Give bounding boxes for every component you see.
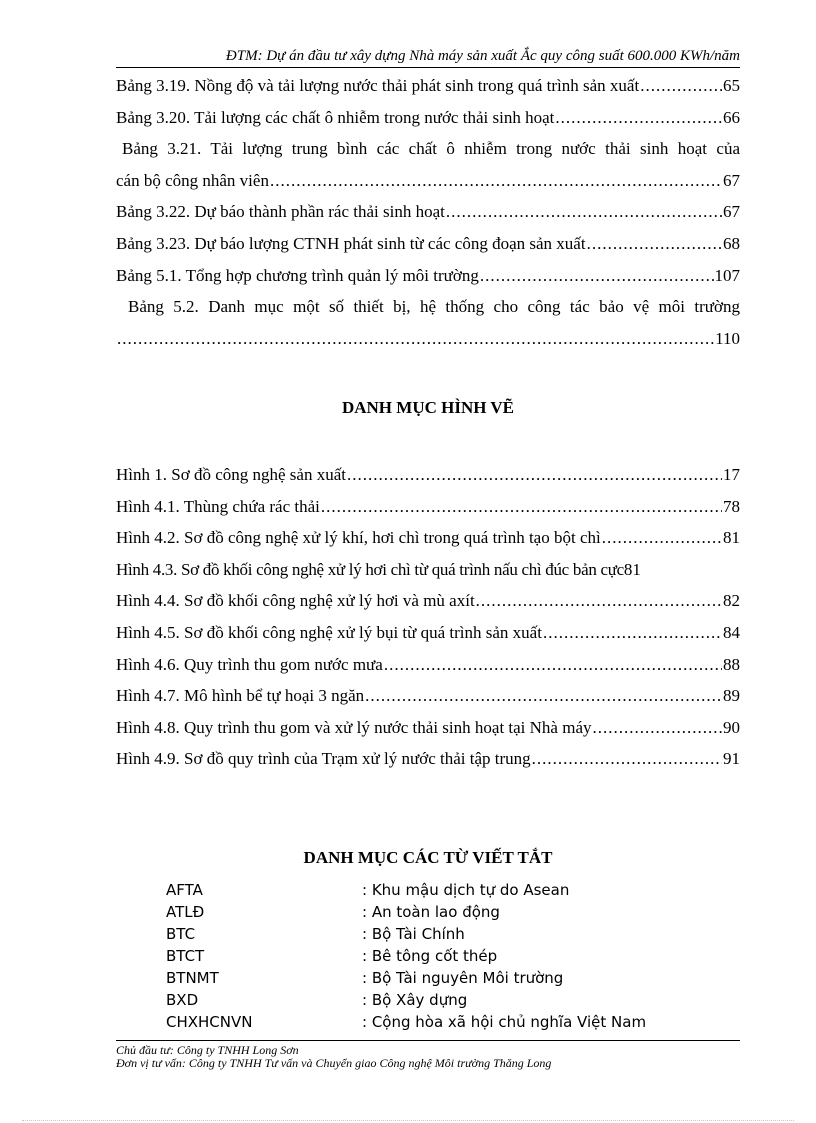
dot-leader bbox=[365, 680, 722, 712]
dot-leader bbox=[270, 165, 722, 197]
dot-leader bbox=[321, 491, 722, 523]
entry-title: Hình 4.6. Quy trình thu gom nước mưa bbox=[116, 654, 383, 674]
tables-list bbox=[116, 70, 740, 354]
abbreviation: ATLĐ bbox=[166, 903, 205, 921]
abbreviation-meaning: : Bộ Tài nguyên Môi trường bbox=[362, 969, 564, 987]
entry-title: Bảng 5.1. Tổng hợp chương trình quản lý môi trường bbox=[116, 265, 479, 285]
entry-title: Bảng 3.20. Tải lượng các chất ô nhiễm trong nước thải sinh hoạt bbox=[116, 107, 555, 127]
toc-entry[interactable] bbox=[116, 165, 740, 197]
entry-page: 78 bbox=[723, 496, 740, 516]
figures-list bbox=[116, 459, 740, 775]
dot-leader bbox=[476, 585, 722, 617]
abbreviation-row bbox=[166, 923, 646, 945]
toc-entry[interactable] bbox=[116, 491, 740, 523]
dot-leader bbox=[384, 649, 722, 681]
page-header: ĐTM: Dự án đầu tư xây dựng Nhà máy sản xuất Ắc quy công suất 600.000 KWh/năm bbox=[116, 48, 740, 68]
abbreviations-list bbox=[166, 879, 646, 1033]
entry-page: 67 bbox=[723, 202, 740, 222]
toc-entry[interactable] bbox=[116, 70, 740, 102]
toc-entry-first-line[interactable]: Bảng 5.2. Danh mục một số thiết bị, hệ thống cho công tác bảo vệ môi trường bbox=[128, 297, 740, 317]
abbreviation-row bbox=[166, 879, 646, 901]
entry-title-cont: cán bộ công nhân viên bbox=[116, 170, 269, 190]
abbreviation: AFTA bbox=[166, 881, 203, 899]
abbreviation-meaning: : Bê tông cốt thép bbox=[362, 947, 498, 965]
abbreviation-meaning: : Bộ Xây dựng bbox=[362, 991, 468, 1009]
abbreviation: BTNMT bbox=[166, 969, 219, 987]
entry-page: 84 bbox=[723, 622, 740, 642]
entry-title: Hình 4.9. Sơ đồ quy trình của Trạm xử lý nước thải tập trung bbox=[116, 749, 531, 769]
abbreviation-row bbox=[166, 945, 646, 967]
abbreviation: BXD bbox=[166, 991, 199, 1009]
entry-title: Hình 4.1. Thùng chứa rác thải bbox=[116, 496, 320, 516]
toc-entry[interactable] bbox=[116, 260, 740, 292]
toc-entry[interactable] bbox=[116, 196, 740, 228]
dot-leader bbox=[640, 70, 722, 102]
dot-leader bbox=[555, 102, 722, 134]
entry-page: 68 bbox=[723, 233, 740, 253]
abbreviation-meaning: : Khu mậu dịch tự do Asean bbox=[362, 881, 570, 899]
entry-page: 66 bbox=[723, 107, 740, 127]
entry-page: 81 bbox=[623, 559, 641, 579]
toc-entry[interactable] bbox=[116, 680, 740, 712]
toc-entry[interactable] bbox=[116, 743, 740, 775]
figures-section-title: DANH MỤC HÌNH VẼ bbox=[341, 398, 515, 417]
entry-page: 107 bbox=[714, 265, 740, 285]
page-edge bbox=[22, 1120, 794, 1121]
toc-entry[interactable] bbox=[116, 585, 740, 617]
abbreviation: BTCT bbox=[166, 947, 205, 965]
entry-title: Hình 4.5. Sơ đồ khối công nghệ xử lý bụi từ quá trình sản xuất bbox=[116, 622, 542, 642]
entry-page: 65 bbox=[723, 76, 740, 95]
entry-title: Hình 4.4. Sơ đồ khối công nghệ xử lý hơi và mù axít bbox=[116, 591, 475, 611]
entry-title: Hình 4.3. Sơ đồ khối công nghệ xử lý hơi chì từ quá trình nấu chì đúc bản cực bbox=[116, 559, 624, 579]
footer-investor: Chủ đầu tư: Công ty TNHH Long Sơn bbox=[116, 1043, 299, 1057]
dot-leader bbox=[347, 459, 722, 491]
dot-leader bbox=[602, 522, 722, 554]
abbreviation-row bbox=[166, 989, 646, 1011]
dot-leader bbox=[532, 743, 722, 775]
abbreviation-meaning: : An toàn lao động bbox=[362, 903, 500, 921]
dot-leader bbox=[117, 323, 714, 355]
toc-entry[interactable] bbox=[116, 459, 740, 491]
page-footer bbox=[116, 1040, 740, 1070]
entry-page: 90 bbox=[723, 717, 740, 737]
entry-title: Bảng 3.22. Dự báo thành phần rác thải sinh hoạt bbox=[116, 202, 445, 222]
dot-leader bbox=[446, 196, 722, 228]
entry-page: 89 bbox=[723, 686, 740, 706]
entry-title: Hình 4.7. Mô hình bể tự hoại 3 ngăn bbox=[116, 686, 365, 706]
footer-consultant: Đơn vị tư vấn: Công ty TNHH Tư vấn và Chuyển giao Công nghệ Môi trường Thăng Long bbox=[116, 1056, 552, 1070]
abbreviations-section-title: DANH MỤC CÁC TỪ VIẾT TẮT bbox=[303, 848, 553, 867]
entry-page: 17 bbox=[723, 465, 740, 484]
abbreviation-meaning: : Cộng hòa xã hội chủ nghĩa Việt Nam bbox=[362, 1013, 647, 1031]
toc-entry[interactable] bbox=[116, 102, 740, 134]
dot-leader bbox=[587, 228, 722, 260]
toc-entry[interactable] bbox=[116, 649, 740, 681]
entry-title: Hình 4.8. Quy trình thu gom và xử lý nước thải sinh hoạt tại Nhà máy bbox=[116, 717, 592, 737]
abbreviation: BTC bbox=[166, 925, 196, 943]
abbreviation-row bbox=[166, 1011, 646, 1033]
entry-title: Bảng 3.23. Dự báo lượng CTNH phát sinh từ các công đoạn sản xuất bbox=[116, 233, 586, 253]
entry-page: 82 bbox=[723, 591, 740, 611]
abbreviation-row bbox=[166, 967, 646, 989]
dot-leader bbox=[593, 712, 723, 744]
entry-title: Hình 1. Sơ đồ công nghệ sản xuất bbox=[116, 465, 346, 484]
toc-entry[interactable] bbox=[116, 228, 740, 260]
entry-page: 67 bbox=[723, 170, 740, 190]
abbreviation-meaning: : Bộ Tài Chính bbox=[362, 925, 465, 943]
dot-leader bbox=[480, 260, 714, 292]
entry-page: 81 bbox=[723, 528, 740, 548]
entry-title: Hình 4.2. Sơ đồ công nghệ xử lý khí, hơi chì trong quá trình tạo bột chì bbox=[116, 528, 601, 548]
toc-entry[interactable] bbox=[116, 617, 740, 649]
entry-title: Bảng 3.19. Nồng độ và tải lượng nước thải phát sinh trong quá trình sản xuất bbox=[116, 76, 640, 95]
toc-entry-first-line[interactable]: Bảng 3.21. Tải lượng trung bình các chất ô nhiễm trong nước thải sinh hoạt của bbox=[122, 139, 740, 159]
dot-leader bbox=[543, 617, 722, 649]
entry-page: 91 bbox=[723, 749, 740, 769]
toc-entry[interactable] bbox=[116, 554, 740, 586]
abbreviation-row bbox=[166, 901, 646, 923]
toc-entry[interactable] bbox=[116, 712, 740, 744]
abbreviation: CHXHCNVN bbox=[166, 1013, 253, 1031]
toc-entry[interactable] bbox=[116, 522, 740, 554]
entry-page: 110 bbox=[715, 328, 740, 348]
toc-entry[interactable] bbox=[116, 323, 740, 355]
entry-page: 88 bbox=[723, 654, 740, 674]
